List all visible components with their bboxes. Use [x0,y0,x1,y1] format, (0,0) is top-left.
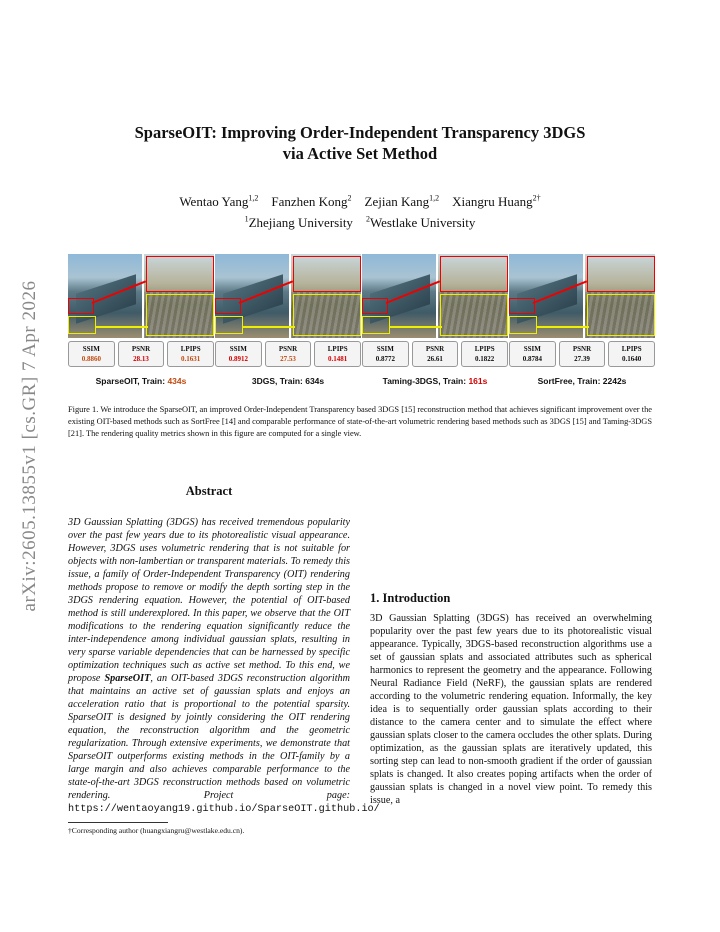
rendered-scene-image [509,254,655,338]
metric-box [559,341,606,367]
author-list [60,190,660,210]
metric-label: LPIPS [327,345,348,353]
metric-box [68,341,115,367]
metric-box [412,341,459,367]
author: Wentao Yang$^{1,2}$ [179,194,259,210]
rendered-scene-image [68,254,214,338]
metric-box [265,341,312,367]
metric-value: 0.1822 [475,355,495,363]
metric-value: 26.61 [427,355,443,363]
metric-label: PSNR [131,345,151,353]
metric-label: SSIM [523,345,541,353]
metric-box [215,341,262,367]
figure-panel [509,254,655,367]
metric-row [215,341,361,367]
figure-panel [362,254,508,367]
footnote-rule [68,822,168,823]
metric-value: 27.53 [280,355,296,363]
metric-label: SSIM [376,345,394,353]
figure-panel [68,254,214,367]
metric-value: 0.1640 [622,355,642,363]
metric-label: PSNR [425,345,445,353]
affiliation-list [60,210,660,230]
figure-caption: Figure 1. We introduce the SparseOIT, an improved Order-Independent Transparency based 3DGS [15] reconstruction method that achieves significant improvement over the existing OIT-based methods such as SortFree [14] and comparable performance of state-of-the-art volumetric rendering based methods such as 3DGS [15] and Taming-3DGS [21]. The rendering quality metrics shown in this figure are computed for a single view. [68,405,652,438]
metric-label: SSIM [229,345,247,353]
metric-box [461,341,508,367]
affiliation: $^1$Zhejiang University [244,214,353,230]
author-block [60,190,660,231]
panel-caption: SparseOIT, Train: 434s [95,376,187,386]
abstract-body: 3D Gaussian Splatting (3DGS) has received tremendous popularity over the past few years due to its photorealistic visual appearance. However, 3DGS uses volumetric rendering that is not suitable for objects with non-lambertian or transparent materials. To remedy this issue, a family of Order-Independent Transparency (OIT) rendering methods propose to remove or modify the depth sorting step in the 3DGS rendering equation. However, the potential of OIT-based method is still underexplored. In this paper, we observe that the OIT modifications to the rendering equation significantly reduce the inter-independence among individual gaussian splats, resulting in very sparse variable dependencies that can be harnessed by specific optimization techniques such as active set method. To this end, we propose SparseOIT, an OIT-based 3DGS reconstruction algorithm that maintains an active set of gaussian splats and enjoys an acceleration ratio that is proportional to the potential sparsity. SparseOIT is designed by jointly considering the OIT rendering equation, the reconstruction algorithm and the geometric regularization. Through extensive experiments, we demonstrate that SparseOIT outperforms existing methods in the OIT-family by a large margin and also achieves comparable performance to the state-of-the-art 3DGS reconstruction methods based on volumetric rendering. Project page: https://wentaoyang19.github.io/SparseOIT.github.io/ [68,517,380,815]
metric-value: 0.8860 [81,355,101,363]
metric-box [314,341,361,367]
method-name: SparseOIT [104,673,151,684]
figure-panel [215,254,361,367]
metric-box [509,341,556,367]
metric-label: PSNR [278,345,298,353]
panel-caption: Taming-3DGS, Train: 161s [382,376,488,386]
metric-value: 0.8784 [522,355,542,363]
metric-row [509,341,655,367]
metric-box [608,341,655,367]
rendered-scene-image [215,254,361,338]
title-line-1: SparseOIT: Improving Order-Independent Transparency 3DGS [134,123,586,142]
intro-body: 3D Gaussian Splatting (3DGS) has received an overwhelming popularity over the past few years due to its photorealistic visual appearance. Typically, 3DGS-based reconstruction algorithms use a set of gaussian splats and associated attributes such as spherical harmonics to represent the geometry and the appearance. Following Neural Radiance Field (NeRF), the gaussian splats are rendered according to the volumetric rendering equation. Informally, the key idea is to sequentially order gaussian splats according to their distance to the camera center and to simulate the effect where gaussian splats closer to the camera occludes the other splats. During optimization, as the gaussian splats are iteratively updated, this sorting step can lead to non-smooth gradient if the order of gaussian splats is changed. It also creates poping artifacts when the order of gaussian splats is changed in a novel view point. To remedy this issue, a [370,613,652,806]
metric-box [118,341,165,367]
panel-caption: SortFree, Train: 2242s [537,376,627,386]
panel-caption: 3DGS, Train: 634s [251,376,325,386]
abstract-heading: Abstract [185,484,233,498]
train-time: 634s [305,376,325,386]
metric-label: LPIPS [474,345,495,353]
metric-label: LPIPS [621,345,642,353]
author: Zejian Kang$^{1,2}$ [364,194,440,210]
metric-label: LPIPS [180,345,201,353]
metric-row [68,341,214,367]
metric-label: SSIM [82,345,100,353]
footnote: †Corresponding author (huangxiangru@westlake.edu.cn). [68,826,245,835]
arxiv-stamp: arXiv:2605.13855v1 [cs.GR] 7 Apr 2026 [19,280,40,612]
train-time: 434s [167,376,187,386]
paper-title [60,122,660,164]
metric-label: PSNR [572,345,592,353]
rendered-scene-image [362,254,508,338]
metric-value: 0.8772 [375,355,395,363]
intro-heading: 1. Introduction [370,591,451,605]
metric-box [167,341,214,367]
affiliation: $^2$Westlake University [365,214,476,230]
metric-box [362,341,409,367]
author: Xiangru Huang$^{2\dagger}$ [452,194,541,210]
metric-value: 0.1481 [328,355,348,363]
metric-value: 0.1631 [181,355,201,363]
train-time: 161s [468,376,488,386]
metric-value: 28.13 [133,355,149,363]
metric-row [362,341,508,367]
metric-value: 27.39 [574,355,590,363]
author: Fanzhen Kong$^2$ [271,194,352,210]
metric-value: 0.8912 [228,355,248,363]
train-time: 2242s [602,376,627,386]
title-line-2: via Active Set Method [282,144,438,163]
project-link[interactable]: https://wentaoyang19.github.io/SparseOIT.github.io/ [68,804,380,815]
